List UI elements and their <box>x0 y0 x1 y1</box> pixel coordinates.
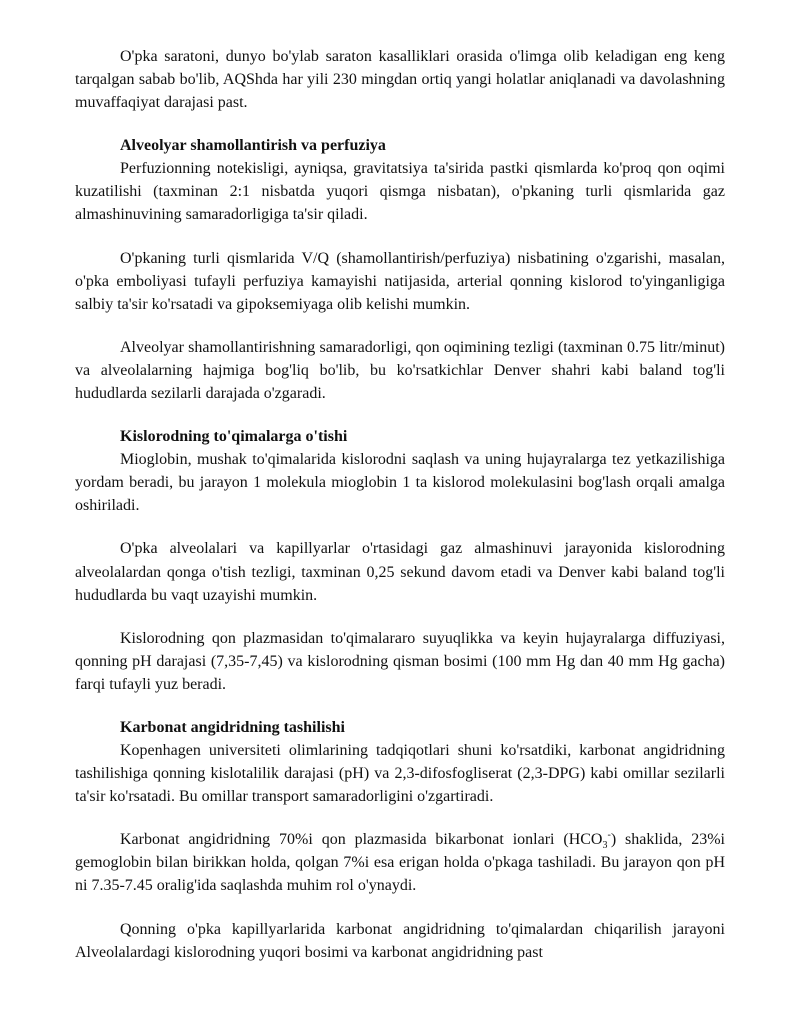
paragraph-oxygen-diffusion: Kislorodning qon plazmasidan to'qimalararo suyuqlikka va keyin hujayralarga diffuziyasi, qonning pH darajasi (7,35-7,45) va kislorodning qisman bosimi (100 mm Hg dan 40 mm Hg gacha) farqi tufayli yuz beradi. <box>75 629 725 693</box>
paragraph-lung-cancer: O'pka saratoni, dunyo bo'ylab saraton kasalliklari orasida o'limga olib keladigan eng keng tarqalgan sabab bo'lib, AQShda har yili 230 mingdan ortiq yangi holatlar aniqlanadi va davolashning muvaffaqiyat darajasi past. <box>75 48 725 112</box>
bicarbonate-subscript: 3 <box>602 840 608 852</box>
paragraph-myoglobin: Mioglobin, mushak to'qimalarida kislorodni saqlash va uning hujayralarga tez yetkazilishiga yordam beradi, bu jarayon 1 molekula mioglobin 1 ta kislorod molekulasini bog'lash orqali amalga oshiriladi. <box>75 451 725 515</box>
heading-ventilation-perfusion: Alveolyar shamollantirish va perfuziya <box>120 137 386 155</box>
paragraph-vq-ratio: O'pkaning turli qismlarida V/Q (shamollantirish/perfuziya) nisbatining o'zgarishi, masalan, o'pka emboliyasi tufayli perfuziya kamayishi natijasida, arterial qonning kislorod to'yinganligiga salbiy ta'sir ko'rsatadi va gipoksemiyaga olib kelishi mumkin. <box>75 249 725 313</box>
bicarbonate-text-after: ) shaklida, 23%i gemoglobin bilan birikkan holda, qolgan 7%i esa erigan holda o'pkaga tashiladi. Bu jarayon qon pH ni 7.35-7.45 oralig'ida saqlashda muhim rol o'ynaydi. <box>75 831 726 895</box>
paragraph-bicarbonate <box>75 828 725 897</box>
bicarbonate-superscript: - <box>607 829 611 841</box>
paragraph-gas-exchange: O'pka alveolalari va kapillyarlar o'rtasidagi gaz almashinuvi jarayonida kislorodning alveolalardan qonga o'tish tezligi, taxminan 0,25 sekund davom etadi va Denver kabi baland tog'li hududlarda bu vaqt uzayishi mumkin. <box>75 540 725 604</box>
paragraph-perfusion-unevenness: Perfuzionning notekisligi, ayniqsa, gravitatsiya ta'sirida pastki qismlarda ko'proq qon oqimi kuzatilishi (taxminan 2:1 nisbatda yuqori qismga nisbatan), o'pkaning turli qismlarida gaz almashinuvining samaradorligiga ta'sir qiladi. <box>75 160 725 224</box>
bicarbonate-text-before: Karbonat angidridning 70%i qon plazmasida bikarbonat ionlari (HCO <box>120 831 603 849</box>
heading-co2-transport: Karbonat angidridning tashilishi <box>120 718 345 736</box>
paragraph-co2-release: Qonning o'pka kapillyarlarida karbonat angidridning to'qimalardan chiqarilish jarayoni Alveolalardagi kislorodning yuqori bosimi va karbonat angidridning past <box>75 920 725 961</box>
paragraph-alveolar-ventilation: Alveolyar shamollantirishning samaradorligi, qon oqimining tezligi (taxminan 0.75 litr/minut) va alveolalarning hajmiga bog'liq bo'lib, bu ko'rsatkichlar Denver shahri kabi baland tog'li hududlarda sezilarli darajada o'zgaradi. <box>75 338 725 403</box>
paragraph-copenhagen-study: Kopenhagen universiteti olimlarining tadqiqotlari shuni ko'rsatdiki, karbonat angidridning tashilishiga qonning kislotalilik darajasi (pH) va 2,3-difosfogliserat (2,3-DPG) kabi omillar sezilarli ta'sir ko'rsatadi. Bu omillar transport samaradorligini o'zgartiradi. <box>75 741 725 806</box>
heading-oxygen-transfer: Kislorodning to'qimalarga o'tishi <box>120 428 348 446</box>
